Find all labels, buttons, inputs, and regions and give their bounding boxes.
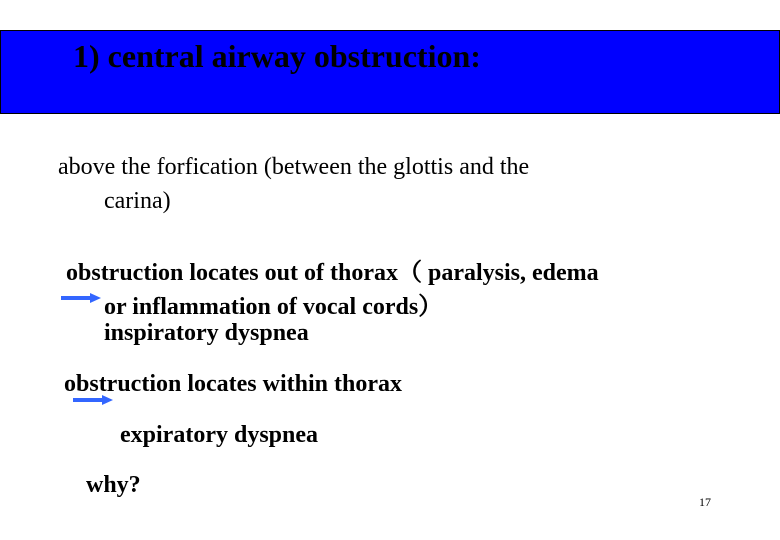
para4-why: why? [86,472,141,498]
right-arrow-icon [60,291,102,305]
para3-line1: obstruction locates within thorax [64,371,402,397]
slide-title: 1) central airway obstruction: [73,38,481,74]
para3-line2: expiratory dyspnea [120,422,318,448]
title-bar [0,30,780,114]
para1-line2: carina) [104,188,171,214]
para2-line1: obstruction locates out of thorax（ paralysis, edema [66,260,599,286]
right-arrow-icon [72,393,114,407]
para1-line1: above the forfication (between the glottis and the [58,154,530,180]
page-number: 17 [699,495,711,509]
para2-line3: inspiratory dyspnea [104,320,309,346]
para2-line2: or inflammation of vocal cords） [104,294,443,320]
